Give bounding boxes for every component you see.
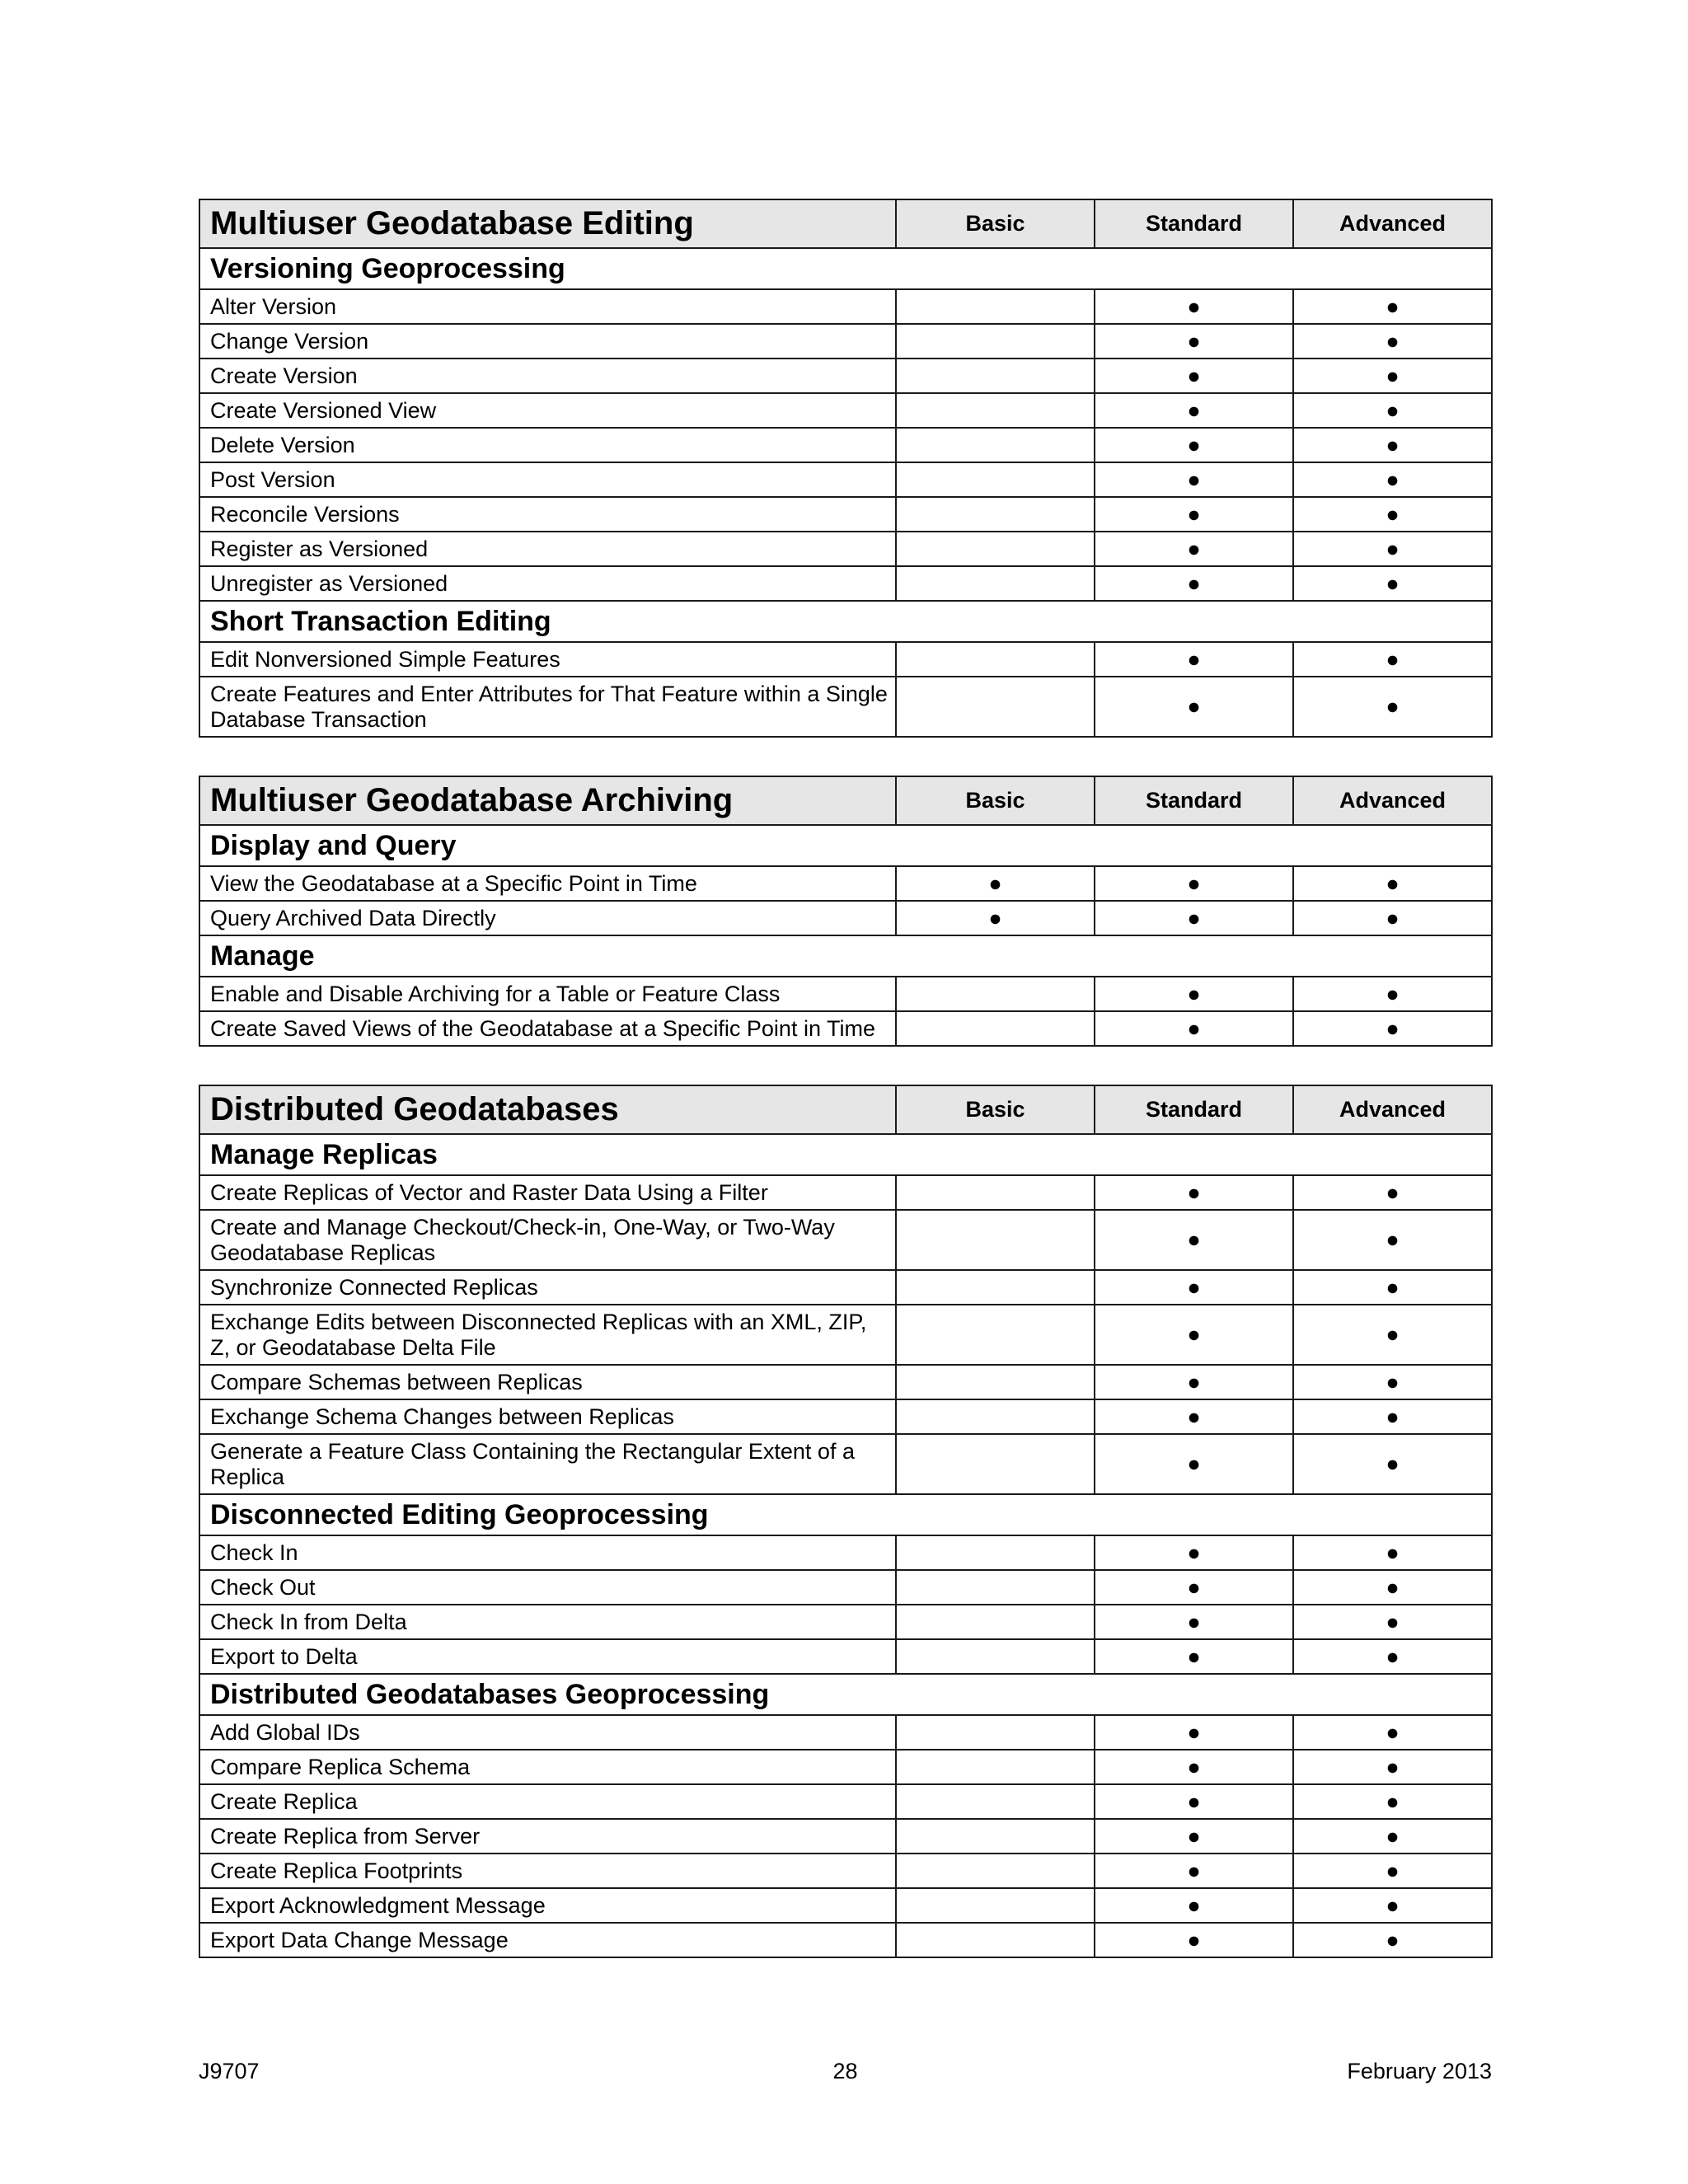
basic-availability-dot (896, 1819, 1095, 1854)
basic-availability-dot (896, 1715, 1095, 1750)
basic-availability-dot (896, 1923, 1095, 1957)
advanced-availability-dot: ● (1293, 1784, 1492, 1819)
feature-label: Export to Delta (199, 1639, 896, 1674)
standard-availability-dot: ● (1095, 1750, 1293, 1784)
feature-label: Create Replica from Server (199, 1819, 896, 1854)
standard-availability-dot: ● (1095, 1175, 1293, 1210)
column-header-advanced: Advanced (1293, 199, 1492, 248)
basic-availability-dot: ● (896, 901, 1095, 935)
table-row (199, 1784, 1492, 1819)
feature-label: Check In from Delta (199, 1605, 896, 1639)
advanced-availability-dot: ● (1293, 1750, 1492, 1784)
table-row (199, 1365, 1492, 1399)
standard-availability-dot: ● (1095, 1605, 1293, 1639)
table-row (199, 1750, 1492, 1784)
advanced-availability-dot: ● (1293, 324, 1492, 359)
advanced-availability-dot: ● (1293, 1434, 1492, 1494)
standard-availability-dot: ● (1095, 1784, 1293, 1819)
advanced-availability-dot: ● (1293, 428, 1492, 462)
feature-label: Change Version (199, 324, 896, 359)
table-row (199, 1305, 1492, 1365)
feature-label: Create Saved Views of the Geodatabase at a Specific Point in Time (199, 1011, 896, 1046)
basic-availability-dot (896, 1854, 1095, 1888)
feature-table (199, 199, 1493, 738)
section-row (199, 1134, 1492, 1175)
table-row (199, 1399, 1492, 1434)
section-heading: Manage (199, 935, 1492, 977)
table-row (199, 532, 1492, 566)
section-row (199, 825, 1492, 866)
feature-label: Delete Version (199, 428, 896, 462)
table-row (199, 1854, 1492, 1888)
basic-availability-dot (896, 1750, 1095, 1784)
section-heading: Short Transaction Editing (199, 601, 1492, 642)
advanced-availability-dot: ● (1293, 1888, 1492, 1923)
standard-availability-dot: ● (1095, 1399, 1293, 1434)
standard-availability-dot: ● (1095, 1365, 1293, 1399)
basic-availability-dot (896, 1270, 1095, 1305)
feature-label: Create Version (199, 359, 896, 393)
standard-availability-dot: ● (1095, 901, 1293, 935)
section-heading: Display and Query (199, 825, 1492, 866)
section-row (199, 935, 1492, 977)
basic-availability-dot: ● (896, 866, 1095, 901)
advanced-availability-dot: ● (1293, 1819, 1492, 1854)
section-heading: Disconnected Editing Geoprocessing (199, 1494, 1492, 1535)
page-number: 28 (832, 2059, 858, 2083)
standard-availability-dot: ● (1095, 1923, 1293, 1957)
table-row (199, 497, 1492, 532)
standard-availability-dot: ● (1095, 289, 1293, 324)
standard-availability-dot: ● (1095, 1570, 1293, 1605)
table-row (199, 1715, 1492, 1750)
standard-availability-dot: ● (1095, 1210, 1293, 1270)
standard-availability-dot: ● (1095, 977, 1293, 1011)
basic-availability-dot (896, 1210, 1095, 1270)
advanced-availability-dot: ● (1293, 1270, 1492, 1305)
section-heading: Distributed Geodatabases Geoprocessing (199, 1674, 1492, 1715)
feature-label: Create Replica (199, 1784, 896, 1819)
advanced-availability-dot: ● (1293, 462, 1492, 497)
feature-label: Export Data Change Message (199, 1923, 896, 1957)
basic-availability-dot (896, 1570, 1095, 1605)
section-heading: Manage Replicas (199, 1134, 1492, 1175)
table-title: Multiuser Geodatabase Editing (199, 199, 896, 248)
feature-label: Create Versioned View (199, 393, 896, 428)
standard-availability-dot: ● (1095, 1434, 1293, 1494)
advanced-availability-dot: ● (1293, 1535, 1492, 1570)
standard-availability-dot: ● (1095, 428, 1293, 462)
feature-label: Compare Replica Schema (199, 1750, 896, 1784)
feature-table (199, 776, 1493, 1047)
table-header-row (199, 776, 1492, 825)
basic-availability-dot (896, 1011, 1095, 1046)
column-header-standard: Standard (1095, 1085, 1293, 1134)
table-row (199, 428, 1492, 462)
table-row (199, 1639, 1492, 1674)
table-row (199, 566, 1492, 601)
basic-availability-dot (896, 1175, 1095, 1210)
standard-availability-dot: ● (1095, 497, 1293, 532)
feature-label: Query Archived Data Directly (199, 901, 896, 935)
feature-label: Create Features and Enter Attributes for That Feature within a Single Database Transaction (199, 677, 896, 737)
advanced-availability-dot: ● (1293, 566, 1492, 601)
section-row (199, 601, 1492, 642)
column-header-advanced: Advanced (1293, 776, 1492, 825)
table-row (199, 393, 1492, 428)
standard-availability-dot: ● (1095, 1715, 1293, 1750)
advanced-availability-dot: ● (1293, 977, 1492, 1011)
feature-label: View the Geodatabase at a Specific Point in Time (199, 866, 896, 901)
basic-availability-dot (896, 1605, 1095, 1639)
advanced-availability-dot: ● (1293, 1639, 1492, 1674)
table-row (199, 1535, 1492, 1570)
standard-availability-dot: ● (1095, 677, 1293, 737)
standard-availability-dot: ● (1095, 393, 1293, 428)
feature-label: Create Replicas of Vector and Raster Data Using a Filter (199, 1175, 896, 1210)
table-row (199, 1270, 1492, 1305)
advanced-availability-dot: ● (1293, 677, 1492, 737)
advanced-availability-dot: ● (1293, 642, 1492, 677)
basic-availability-dot (896, 532, 1095, 566)
feature-label: Alter Version (199, 289, 896, 324)
table-row (199, 1210, 1492, 1270)
basic-availability-dot (896, 1365, 1095, 1399)
basic-availability-dot (896, 497, 1095, 532)
feature-label: Reconcile Versions (199, 497, 896, 532)
standard-availability-dot: ● (1095, 1535, 1293, 1570)
basic-availability-dot (896, 566, 1095, 601)
feature-label: Register as Versioned (199, 532, 896, 566)
table-row (199, 462, 1492, 497)
advanced-availability-dot: ● (1293, 1715, 1492, 1750)
feature-label: Post Version (199, 462, 896, 497)
basic-availability-dot (896, 324, 1095, 359)
feature-label: Unregister as Versioned (199, 566, 896, 601)
table-row (199, 1175, 1492, 1210)
advanced-availability-dot: ● (1293, 901, 1492, 935)
basic-availability-dot (896, 428, 1095, 462)
table-row (199, 1819, 1492, 1854)
document-date: February 2013 (1347, 2059, 1492, 2083)
feature-label: Add Global IDs (199, 1715, 896, 1750)
standard-availability-dot: ● (1095, 1819, 1293, 1854)
column-header-standard: Standard (1095, 776, 1293, 825)
section-row (199, 1674, 1492, 1715)
table-row (199, 901, 1492, 935)
standard-availability-dot: ● (1095, 462, 1293, 497)
advanced-availability-dot: ● (1293, 1305, 1492, 1365)
basic-availability-dot (896, 1784, 1095, 1819)
feature-label: Generate a Feature Class Containing the Rectangular Extent of a Replica (199, 1434, 896, 1494)
column-header-basic: Basic (896, 199, 1095, 248)
basic-availability-dot (896, 359, 1095, 393)
basic-availability-dot (896, 1535, 1095, 1570)
table-row (199, 359, 1492, 393)
advanced-availability-dot: ● (1293, 1011, 1492, 1046)
feature-label: Exchange Edits between Disconnected Replicas with an XML, ZIP, Z, or Geodatabase Delta File (199, 1305, 896, 1365)
feature-label: Edit Nonversioned Simple Features (199, 642, 896, 677)
advanced-availability-dot: ● (1293, 866, 1492, 901)
table-row (199, 289, 1492, 324)
feature-label: Check Out (199, 1570, 896, 1605)
table-title: Multiuser Geodatabase Archiving (199, 776, 896, 825)
basic-availability-dot (896, 1639, 1095, 1674)
standard-availability-dot: ● (1095, 1854, 1293, 1888)
table-row (199, 1011, 1492, 1046)
basic-availability-dot (896, 1399, 1095, 1434)
advanced-availability-dot: ● (1293, 393, 1492, 428)
column-header-standard: Standard (1095, 199, 1293, 248)
advanced-availability-dot: ● (1293, 532, 1492, 566)
feature-matrix (199, 199, 1492, 1996)
basic-availability-dot (896, 642, 1095, 677)
basic-availability-dot (896, 677, 1095, 737)
table-row (199, 866, 1492, 901)
advanced-availability-dot: ● (1293, 1210, 1492, 1270)
table-row (199, 1434, 1492, 1494)
standard-availability-dot: ● (1095, 1639, 1293, 1674)
table-row (199, 677, 1492, 737)
feature-label: Create Replica Footprints (199, 1854, 896, 1888)
feature-label: Create and Manage Checkout/Check-in, One-Way, or Two-Way Geodatabase Replicas (199, 1210, 896, 1270)
basic-availability-dot (896, 1305, 1095, 1365)
advanced-availability-dot: ● (1293, 289, 1492, 324)
standard-availability-dot: ● (1095, 642, 1293, 677)
table-row (199, 1888, 1492, 1923)
feature-label: Synchronize Connected Replicas (199, 1270, 896, 1305)
advanced-availability-dot: ● (1293, 359, 1492, 393)
basic-availability-dot (896, 977, 1095, 1011)
feature-label: Exchange Schema Changes between Replicas (199, 1399, 896, 1434)
table-header-row (199, 1085, 1492, 1134)
standard-availability-dot: ● (1095, 1305, 1293, 1365)
column-header-basic: Basic (896, 1085, 1095, 1134)
table-row (199, 1923, 1492, 1957)
standard-availability-dot: ● (1095, 359, 1293, 393)
advanced-availability-dot: ● (1293, 1175, 1492, 1210)
advanced-availability-dot: ● (1293, 1365, 1492, 1399)
advanced-availability-dot: ● (1293, 1923, 1492, 1957)
feature-label: Export Acknowledgment Message (199, 1888, 896, 1923)
basic-availability-dot (896, 289, 1095, 324)
standard-availability-dot: ● (1095, 532, 1293, 566)
feature-label: Check In (199, 1535, 896, 1570)
advanced-availability-dot: ● (1293, 1854, 1492, 1888)
basic-availability-dot (896, 1888, 1095, 1923)
table-row (199, 642, 1492, 677)
feature-table (199, 1085, 1493, 1958)
table-row (199, 1605, 1492, 1639)
feature-label: Enable and Disable Archiving for a Table or Feature Class (199, 977, 896, 1011)
table-header-row (199, 199, 1492, 248)
table-row (199, 977, 1492, 1011)
column-header-basic: Basic (896, 776, 1095, 825)
basic-availability-dot (896, 393, 1095, 428)
section-row (199, 248, 1492, 289)
advanced-availability-dot: ● (1293, 1399, 1492, 1434)
table-row (199, 1570, 1492, 1605)
table-row (199, 324, 1492, 359)
standard-availability-dot: ● (1095, 866, 1293, 901)
standard-availability-dot: ● (1095, 1888, 1293, 1923)
advanced-availability-dot: ● (1293, 497, 1492, 532)
table-title: Distributed Geodatabases (199, 1085, 896, 1134)
section-heading: Versioning Geoprocessing (199, 248, 1492, 289)
standard-availability-dot: ● (1095, 566, 1293, 601)
advanced-availability-dot: ● (1293, 1570, 1492, 1605)
advanced-availability-dot: ● (1293, 1605, 1492, 1639)
column-header-advanced: Advanced (1293, 1085, 1492, 1134)
document-id: J9707 (199, 2059, 260, 2083)
standard-availability-dot: ● (1095, 1270, 1293, 1305)
standard-availability-dot: ● (1095, 324, 1293, 359)
section-row (199, 1494, 1492, 1535)
basic-availability-dot (896, 462, 1095, 497)
basic-availability-dot (896, 1434, 1095, 1494)
feature-label: Compare Schemas between Replicas (199, 1365, 896, 1399)
standard-availability-dot: ● (1095, 1011, 1293, 1046)
